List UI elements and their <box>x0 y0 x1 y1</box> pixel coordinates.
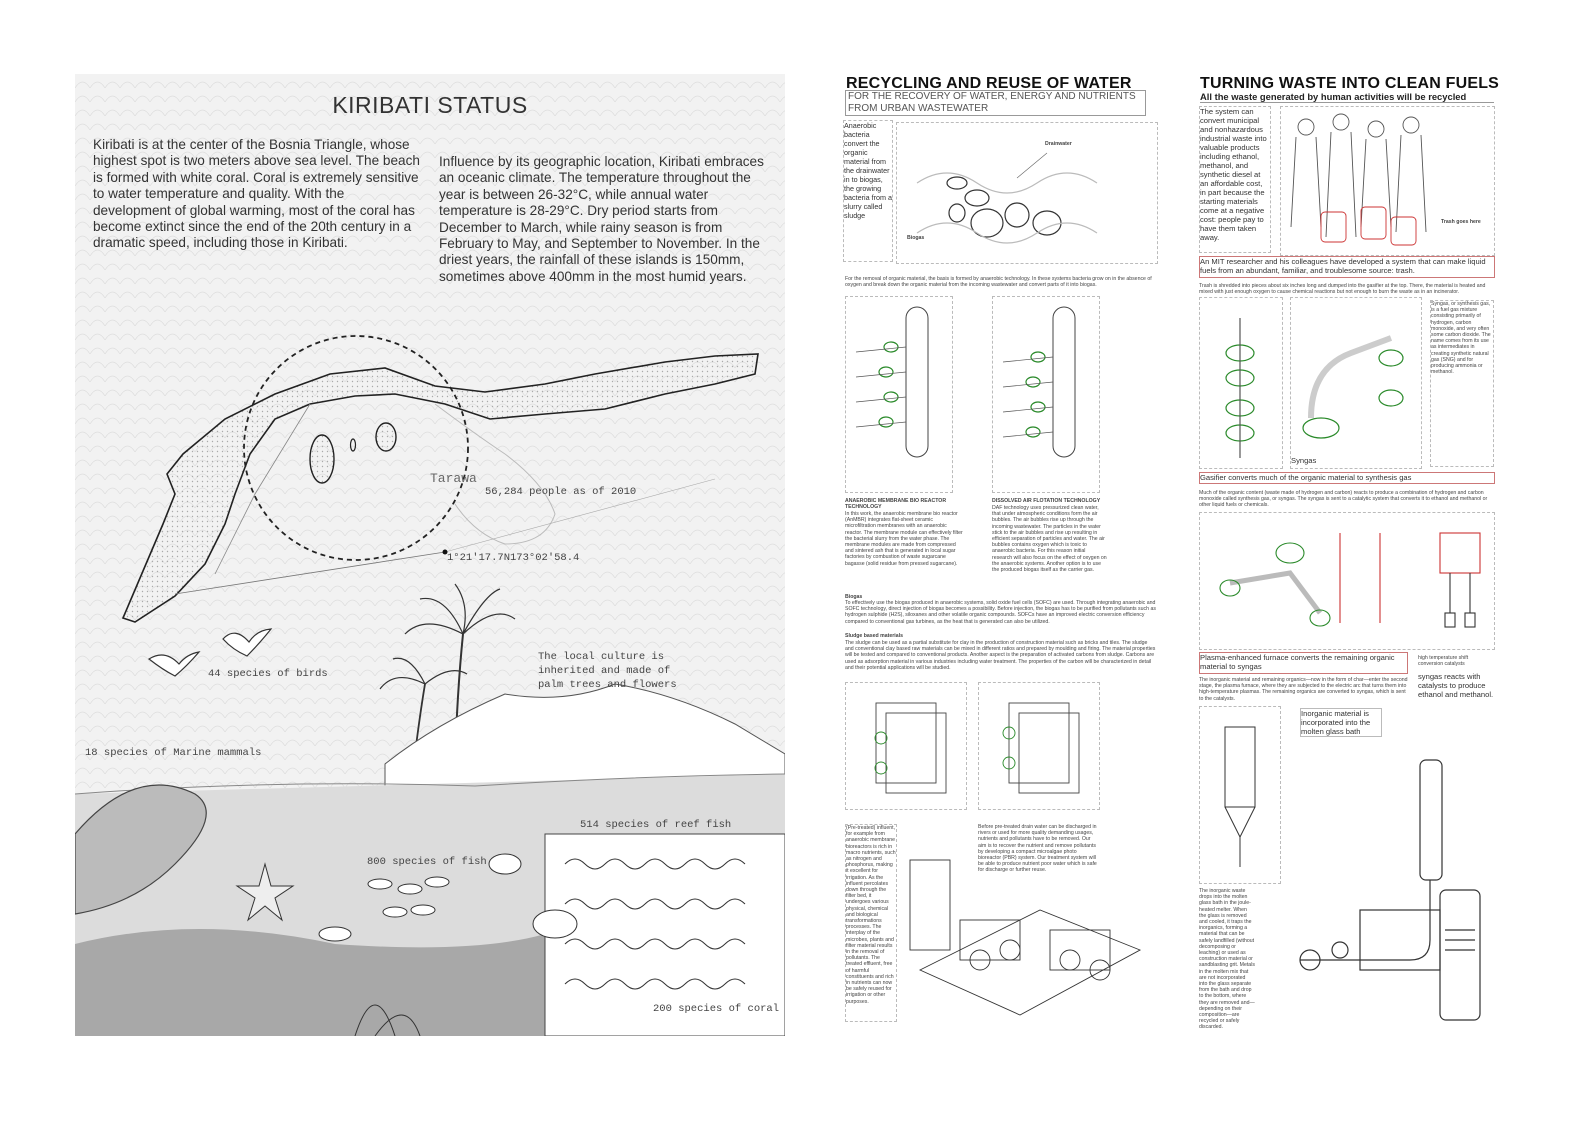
sludge-diagram-a <box>845 682 967 810</box>
biogas-text: To effectively use the biogas produced in anaerobic systems, solid oxide fuel cells (SOFC) are used. Through integrating anaerobic and SOFC technology, direct injection of biogas becomes a possibility. Before injection, the biogas has to be purified from pollutants such as hydrogen sulphide (H2S), siloxanes and other volatile organic compounds. SOFCs have an improved electric conversion efficiency compared to conventional gas turbines, as the heat that is generated can also be utilized. <box>845 600 1156 625</box>
anmbr-diagram <box>845 296 953 493</box>
tarawa-label: Tarawa <box>430 471 477 486</box>
organic-text: Much of the organic content (waste made of hydrogen and carbon) reacts to produce a combination of hydrogen and carbon monoxide called synthesis gas, or syngas. The syngas is sent to a catalytic system that converts it to ethanol and methanol or other liquid fuels or chemicals. <box>1199 490 1488 509</box>
syngas-note: Syngas, or synthesis gas, is a fuel gas mixture consisting primarily of hydrogen, carbon monoxide, and very often some carbon dioxide. The name comes from its use as intermediates in creating synthetic natural gas (SNG) and for producing ammonia or methanol. <box>1430 300 1494 467</box>
daf-text: DAF technology uses pressurized clean water, that under atmospheric conditions form the air bubbles. The air bubbles rise up through the incoming wastewater. The particles in the water stick to the air bubbles and rise up resulting in efficient separation of particles and water. The air bubbles contains oxygen which is toxic to anaerobic bacteria. For this reason initial research will also focus on the effect of oxygen on the anaerobic systems. Another option is to use the produced biogas itself as the carrier gas. <box>992 505 1107 574</box>
fuels-side-note: The system can convert municipal and nonhazardous industrial waste into valuable products including ethanol, methanol, and synthetic diesel at an affordable cost, in part because the starting materials come at a negative cost: people pay to have them taken away. <box>1199 106 1271 253</box>
water-intro-text: For the removal of organic material, the basis is formed by anaerobic technology. In these systems bacteria grow on in the absence of oxygen and break down the organic material from the incoming wastewater and convert parts of it into biogas. <box>845 276 1152 289</box>
discharge-text: Before pre-treated drain water can be discharged in rivers or used for more quality demanding usages, nutrients and pollutants have to be removed. Our aim is to recover the nutrient and remove pollutants by developing a compact microalgae photo bioreactor (PBR) system. Our treatment system will be able to produce nutrient poor water which is safe for discharge or further reuse. <box>978 824 1097 874</box>
water-side-note: Anaerobic bacteria convert the organic material from the drainwater in to biogas, the growing bacteria from a slurry called sludge <box>843 120 893 262</box>
pbr-system-diagram <box>900 850 1158 1022</box>
gasifier-diagram-a <box>1199 297 1283 469</box>
fish-label: 800 species of fish <box>367 856 487 868</box>
anmbr-title: ANAEROBIC MEMBRANE BIO REACTOR TECHNOLOGY <box>845 498 947 511</box>
mammals-label: 18 species of Marine mammals <box>85 747 262 759</box>
daf-title: DISSOLVED AIR FLOTATION TECHNOLOGY <box>992 498 1101 504</box>
fuels-subheading: All the waste generated by human activities will be recycled <box>1200 91 1494 103</box>
daf-diagram <box>992 296 1100 493</box>
kiribati-intro-text: Kiribati is at the center of the Bosnia Triangle, whose highest spot is two meters above sea level. The beach is formed with white coral. Coral is extremely sensitive to water temperature and quality. With the development of global warming, most of the coral has become extinct since the end of the 20th century in a dramatic speed, including those in Kiribati. <box>93 137 420 251</box>
mit-note: An MIT researcher and his colleagues have developed a system that can make liquid fuels from an abundant, familiar, and troublesome source: trash. <box>1199 256 1495 278</box>
glass-text: The inorganic waste drops into the molten glass bath in the joule-heated melter. When the glass is removed and cooled, it traps the inorganics, forming a material that can be safely landfilled (without decomposing or leaching) or used as construction material or sandblasting grit. Metals in the molten mix that are not incorporated into the glass separate from the bath and drop to the bottom, where they are removed and—depending on their composition—are recycled or safely discarded. <box>1199 888 1255 1031</box>
syngas-reacts-text: syngas reacts with catalysts to produce ethanol and methanol. <box>1418 672 1494 699</box>
drainwater-label: Drainwater <box>1045 141 1072 147</box>
glass-label: Inorganic material is incorporated into the molten glass bath <box>1300 708 1382 737</box>
plasma-furnace-diagram <box>1280 740 1495 1030</box>
plasma-caption: Plasma-enhanced furnace converts the remaining organic material to syngas <box>1199 652 1408 674</box>
biogas-title: Biogas <box>845 594 863 600</box>
anmbr-text: In this work, the anaerobic membrane bio reactor (AnMBR) integrates flat-sheet ceramic microfiltration membranes with an anaerobic reactor. The membrane module can effectively filter the bacterial slurry from the water phase. The membrane modules are made from compressed and sintered ash that is generated in local sugar factories by combustion of waste sugarcane bagasse (solid residue from pressed sugarcane). <box>845 511 963 567</box>
reef-fish-label: 514 species of reef fish <box>580 819 732 831</box>
pretreated-text: (Pre-treated) influent, for example from anaerobic membrane bioreactors is rich in macro nutrients, such as nitrogen and phosphorus, making it excellent for irrigation. As the influent percolates down through the filter bed, it undergoes various physical, chemical and biological transformations processes. The interplay of the microbes, plants and filter material results in the removal of pollutants. The treated effluent, free of harmful constituents and rich in nutrients can now be safely reused for irrigation or other purposes. <box>845 824 897 1022</box>
coordinates-label: 1°21'17.7N173°02'58.4 <box>447 552 580 564</box>
people-diagram <box>1280 106 1495 256</box>
biogas-label: Biogas <box>907 235 925 241</box>
kiribati-title: KIRIBATI STATUS <box>332 92 528 118</box>
water-subheading: FOR THE RECOVERY OF WATER, ENERGY AND NUTRIENTS FROM URBAN WASTEWATER <box>845 90 1146 116</box>
sludge-text: The sludge can be used as a partial substitute for clay in the production of construction material such as bricks and tiles. The sludge and conventional clay based raw materials can be mixed in different ratios and prepared by moulding and firing. The material properties will be tested and compared to conventional products. Another aspect is the preparation of activated carbons from sludge. Carbons are used as adsorption material in various industries including water treatment. The properties of the carbon will be characterized in detail and their potential applications will be studied. <box>845 640 1156 671</box>
biogas-diagram <box>896 122 1158 264</box>
catalyst-label: high temperature shift conversion catalysts <box>1418 655 1469 668</box>
coral-label: 200 species of coral <box>653 1003 780 1015</box>
culture-label: The local culture is inherited and made of palm trees and flowers <box>538 651 677 691</box>
catalyst-diagram <box>1199 512 1495 650</box>
trash-text: Trash is shredded into pieces about six inches long and dumped into the gasifier at the top. There, the material is heated and mixed with just enough oxygen to cause chemical reactions but not enough to burn the waste as in an incinerator. <box>1199 283 1486 296</box>
population-label: 56,284 people as of 2010 <box>485 486 637 498</box>
water-heading: RECYCLING AND REUSE OF WATER <box>846 75 1132 92</box>
gasifier-caption: Gasifier converts much of the organic material to synthesis gas <box>1199 472 1495 484</box>
sludge-title: Sludge based materials <box>845 633 903 639</box>
sludge-diagram-b <box>978 682 1100 810</box>
gasifier-diagram-b <box>1290 297 1422 469</box>
fuels-heading: TURNING WASTE INTO CLEAN FUELS <box>1200 75 1500 92</box>
kiribati-panel <box>75 74 785 1036</box>
syngas-label: Syngas <box>1291 456 1317 465</box>
inorganic-text: The inorganic material and remaining organics—now in the form of char—enter the second stage, the plasma furnace, where they are subjected to the electric arc that turns them into high-temperature plasmas. The remaining organics are converted to syngas, which is sent to the catalysts. <box>1199 677 1408 702</box>
birds-label: 44 species of birds <box>208 668 328 680</box>
glass-bath-diagram-a <box>1199 706 1281 884</box>
trash-label: Trash goes here <box>1441 219 1481 225</box>
kiribati-climate-text: Influence by its geographic location, Kiribati embraces an oceanic climate. The temperature throughout the year is between 26-32°C, while annual water temperature is 28-29°C. Dry period starts from December to March, while rainy season is from February to May, and September to November. In the driest years, the rainfall of these islands is 150mm, sometimes above 400mm in the most humid years. <box>439 154 764 284</box>
